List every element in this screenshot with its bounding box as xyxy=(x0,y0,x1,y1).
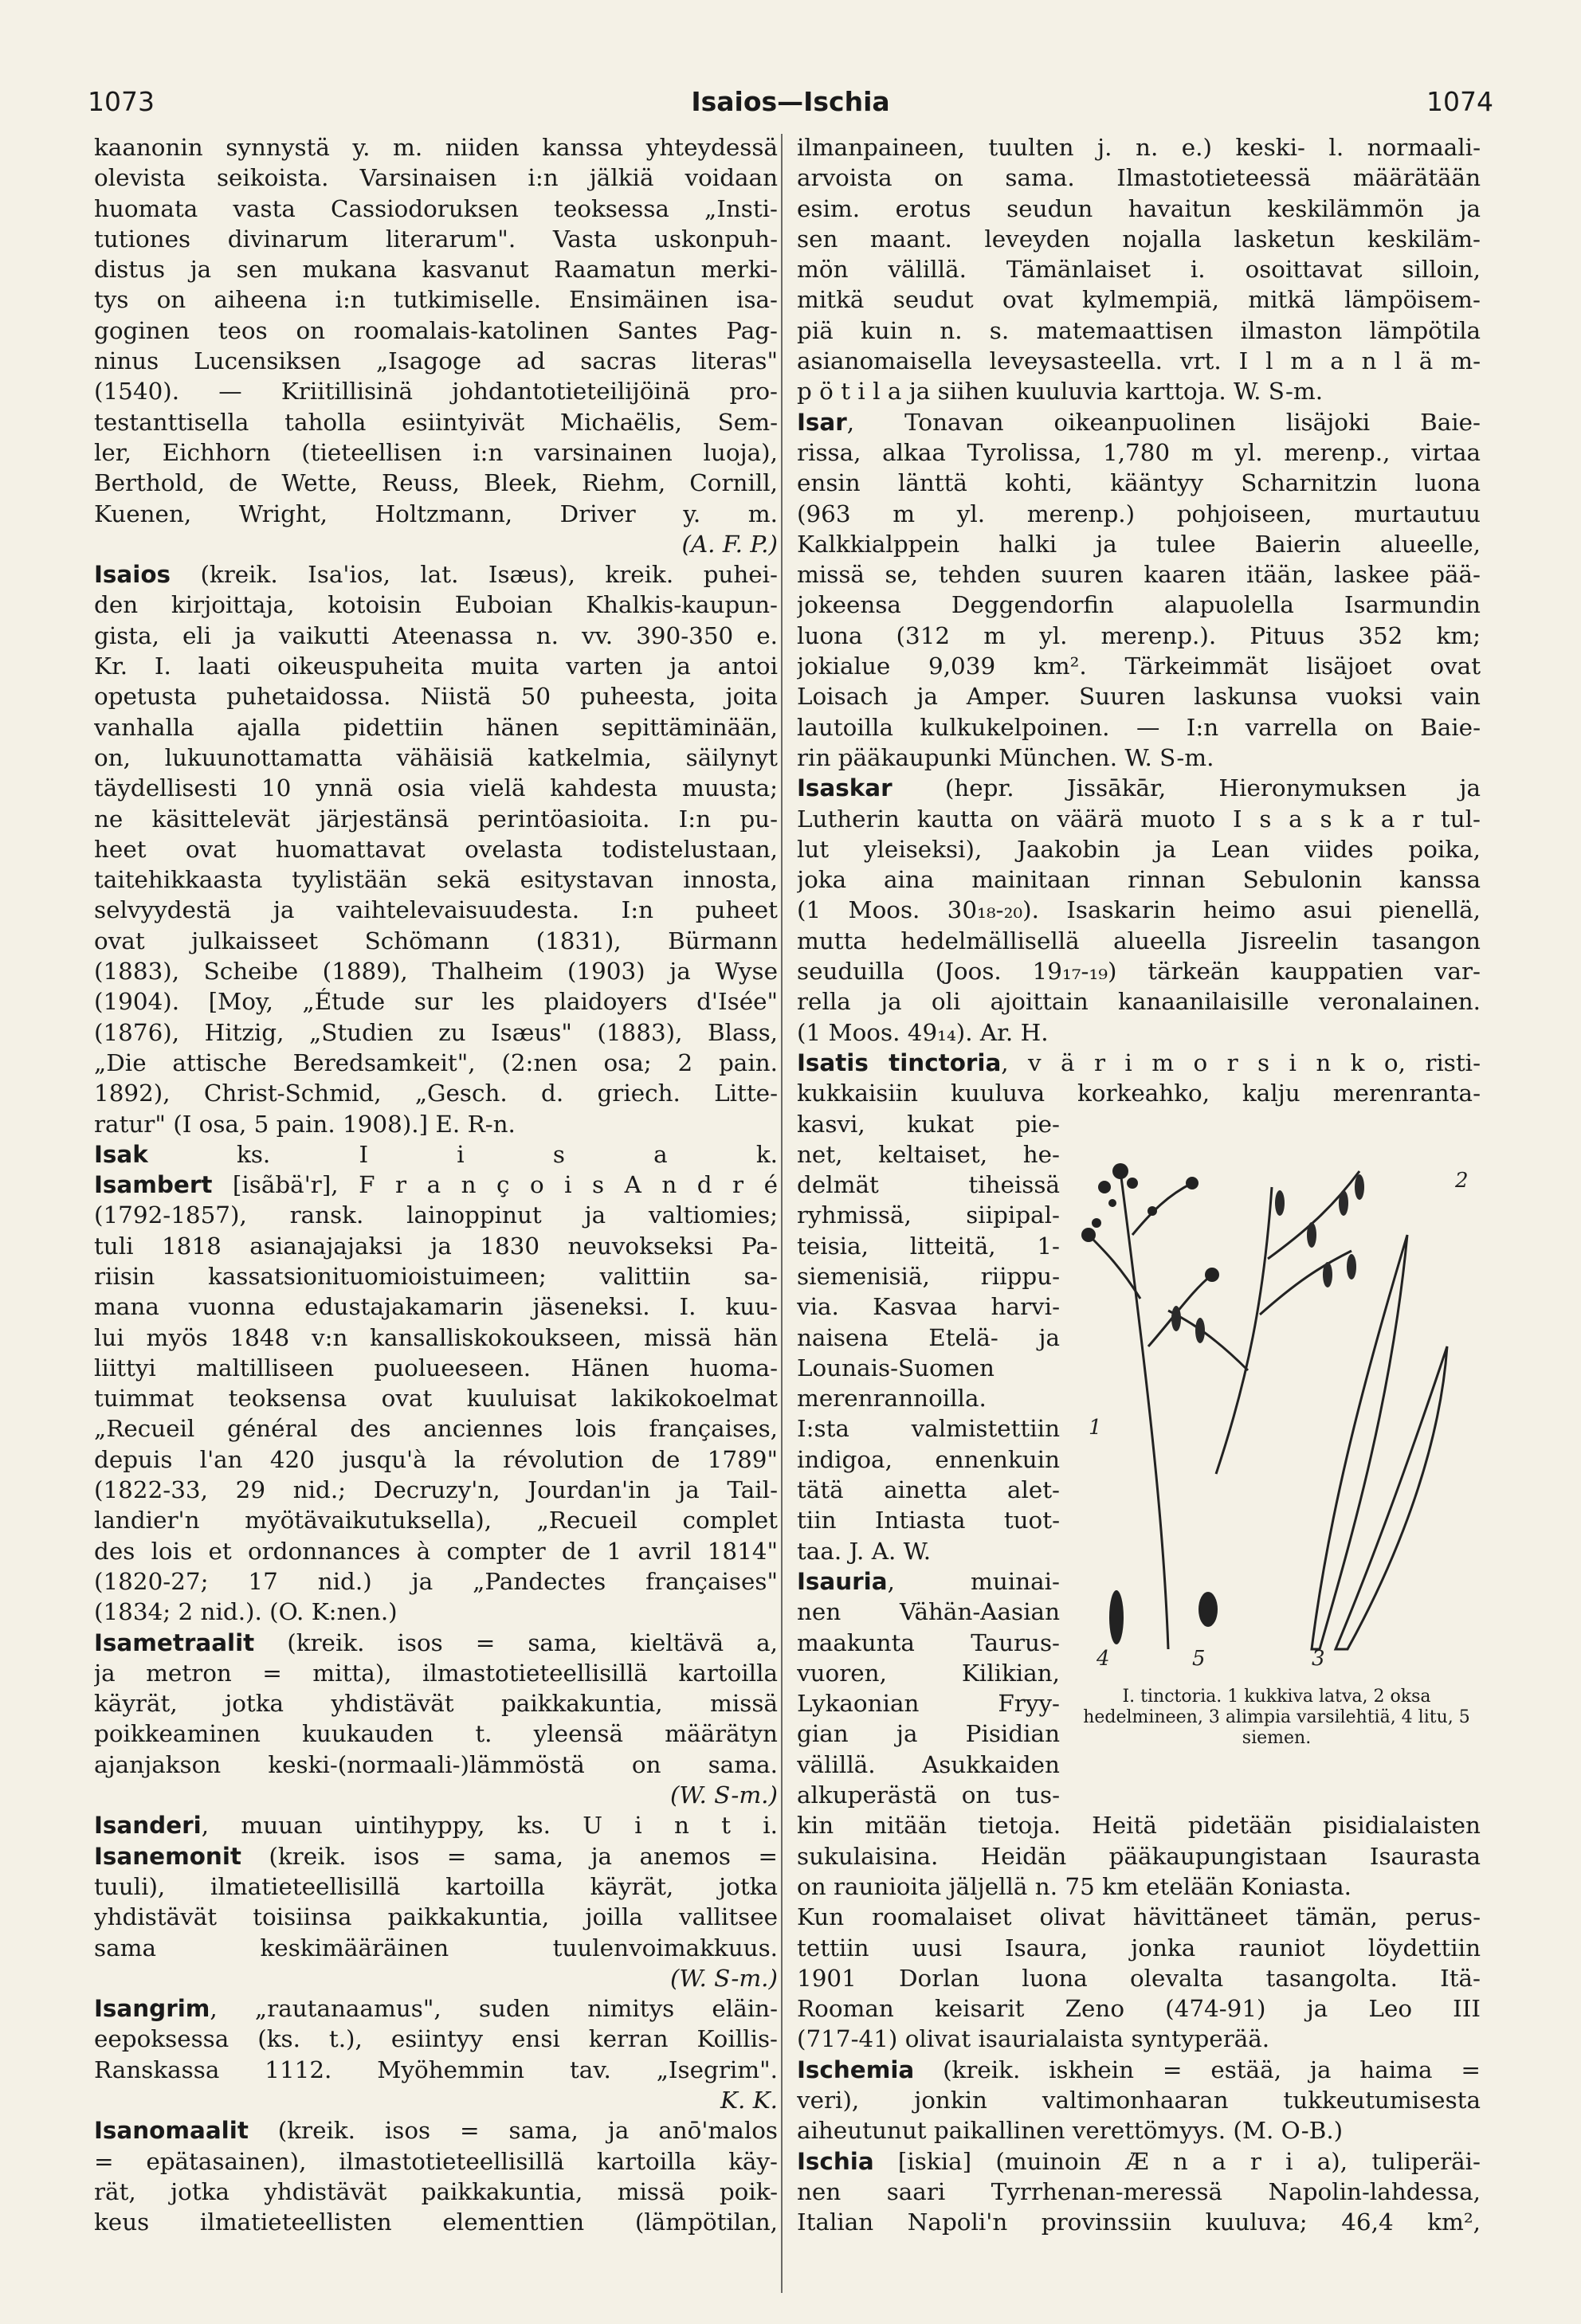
text-line: ne käsittelevät järjestänsä perintöasioita. I:n pu- xyxy=(94,805,778,833)
text-line: keus ilmatieteellisten elementtien (lämpötilan, xyxy=(94,2208,778,2236)
text-line: rissa, alkaa Tyrolissa, 1,780 m yl. merenp., virtaa xyxy=(797,438,1481,466)
text-line: mana vuonna edustajakamarin jäseneksi. I. kuu- xyxy=(94,1293,778,1321)
text-line: Isanomaalit (kreik. isos = sama, ja anō'malos xyxy=(94,2117,778,2145)
text-line: (1540). — Kriitillisinä johdantotieteilijöinä pro- xyxy=(94,378,778,406)
text-line: Isangrim, „rautanaamus", suden nimitys eläin- xyxy=(94,1995,778,2023)
text-line: käyrät, jotka yhdistävät paikkakuntia, missä xyxy=(94,1690,778,1718)
text-line: testanttisella taholla esiintyivät Michaëlis, Sem- xyxy=(94,408,778,436)
text-line: gian ja Pisidian xyxy=(797,1720,1060,1748)
text-line: Isaskar (hepr. Jissākār, Hieronymuksen ja xyxy=(797,774,1481,802)
text-line: Berthold, de Wette, Reuss, Bleek, Riehm, Cornill, xyxy=(94,469,778,497)
text-line: (1822-33, 29 nid.; Decruzy'n, Jourdan'in ja Tail- xyxy=(94,1476,778,1504)
text-line: ovat julkaisseet Schömann (1831), Bürmann xyxy=(94,927,778,954)
text-line: eepoksessa (ks. t.), esiintyy ensi kerran Koillis- xyxy=(94,2025,778,2053)
text-line: landier'n myötävaikutuksella), „Recueil complet xyxy=(94,1507,778,1534)
headword: Isaskar xyxy=(797,774,892,802)
figure-label-5: 5 xyxy=(1192,1647,1206,1671)
text-line: ensin länttä kohti, kääntyy Scharnitzin luona xyxy=(797,469,1481,497)
text-line: välillä. Asukkaiden xyxy=(797,1750,1060,1778)
text-line: rella ja oli ajoittain kanaanilaisille veronalainen. xyxy=(797,988,1481,1016)
text-line: kukkaisiin kuuluva korkeahko, kalju merenranta- xyxy=(797,1080,1481,1107)
text-line: teisia, litteitä, 1- xyxy=(797,1232,1060,1260)
headword: Isanemonit xyxy=(94,1842,241,1870)
text-line: lui myös 1848 v:n kansalliskokoukseen, missä hän xyxy=(94,1323,778,1351)
text-line: I:sta valmistettiin xyxy=(797,1415,1060,1443)
text-line: tuli 1818 asianajajaksi ja 1830 neuvokseksi Pa- xyxy=(94,1232,778,1260)
text-line: lautoilla kulkukelpoinen. — I:n varrella on Baie- xyxy=(797,713,1481,741)
text-line: Isanemonit (kreik. isos = sama, ja anemos = xyxy=(94,1842,778,1870)
text-line: Lykaonian Fryy- xyxy=(797,1690,1060,1718)
text-line: aiheutunut paikallinen verettömyys. (M. O-B.) xyxy=(797,2117,1344,2145)
headword: Isak xyxy=(94,1140,148,1168)
figure-label-3: 3 xyxy=(1312,1647,1325,1671)
text-line: (W. S-m.) xyxy=(669,1964,778,1992)
text-line: olevista seikoista. Varsinaisen i:n jälkiä voidaan xyxy=(94,164,778,192)
headword: Isanomaalit xyxy=(94,2117,249,2145)
text-line: Ranskassa 1112. Myöhemmin tav. „Isegrim". xyxy=(94,2056,778,2083)
text-line: Isauria, muinai- xyxy=(797,1567,1060,1595)
text-line: opetusta puhetaidossa. Niistä 50 puheesta, joita xyxy=(94,683,778,711)
text-line: delmät tiheissä xyxy=(797,1171,1060,1199)
text-line: Isar, Tonavan oikeanpuolinen lisäjoki Baie- xyxy=(797,408,1481,436)
text-line: sama keskimääräinen tuulenvoimakkuus. xyxy=(94,1934,778,1961)
text-line: mutta hedelmällisellä alueella Jisreelin tasangon xyxy=(797,927,1481,954)
figure-label-2: 2 xyxy=(1455,1169,1469,1193)
text-line: arvoista on sama. Ilmastotieteessä määrätään xyxy=(797,164,1481,192)
text-line: Loisach ja Amper. Suuren laskunsa vuoksi vain xyxy=(797,683,1481,711)
text-line: Isanderi, muuan uintihyppy, ks. U i n t i. xyxy=(94,1812,778,1840)
text-line: p ö t i l a ja siihen kuuluvia karttoja. W. S-m. xyxy=(797,378,1324,406)
text-line: goginen teos on roomalais-katolinen Santes Pag- xyxy=(94,316,778,344)
stem-1 xyxy=(1120,1171,1168,1649)
text-line: Kun roomalaiset olivat hävittäneet tämän, perus- xyxy=(797,1903,1481,1931)
text-line: ninus Lucensiksen „Isagoge ad sacras literas" xyxy=(94,347,778,375)
text-line: nen Vähän-Aasian xyxy=(797,1598,1060,1626)
text-line: „Recueil général des anciennes lois françaises, xyxy=(94,1415,778,1443)
text-line: indigoa, ennenkuin xyxy=(797,1445,1060,1473)
text-line: tys on aiheena i:n tutkimiselle. Ensimäinen isa- xyxy=(94,286,778,314)
text-line: Isak ks. I i s a k. xyxy=(94,1140,778,1168)
text-line: tätä ainetta alet- xyxy=(797,1476,1060,1504)
text-line: selvyydestä ja vaihtelevaisuudesta. I:n puheet xyxy=(94,896,778,924)
text-line: 1901 Dorlan luona olevalta tasangolta. Itä- xyxy=(797,1964,1481,1992)
text-line: kaanonin synnystä y. m. niiden kanssa yhteydessä xyxy=(94,134,778,161)
text-line: taitehikkaasta tyylistään sekä esitystavan innosta, xyxy=(94,866,778,894)
headword: Isatis tinctoria xyxy=(797,1048,1002,1076)
column-divider xyxy=(781,134,783,2293)
text-line: rin pääkaupunki München. W. S-m. xyxy=(797,743,1214,771)
headword: Isar xyxy=(797,408,847,436)
figure-caption: I. tinctoria. 1 kukkiva latva, 2 oksa hedelmineen, 3 alimpia varsilehtiä, 4 litu, 5 siemen. xyxy=(1083,1687,1470,1748)
text-line: mön välillä. Tämänlaiset i. osoittavat silloin, xyxy=(797,256,1481,284)
text-line: Rooman keisarit Zeno (474-91) ja Leo III xyxy=(797,1995,1481,2023)
text-line: on raunioita jäljellä n. 75 km etelään Koniasta. xyxy=(797,1872,1352,1900)
text-line: luona (312 m yl. merenp.). Pituus 352 km; xyxy=(797,621,1481,649)
text-line: vuoren, Kilikian, xyxy=(797,1659,1060,1687)
text-line: rät, jotka yhdistävät paikkakuntia, missä poik- xyxy=(94,2177,778,2205)
text-line: ilmanpaineen, tuulten j. n. e.) keski- l. normaali- xyxy=(797,134,1481,161)
headword: Isanderi xyxy=(94,1812,202,1840)
text-line: tiin Intiasta tuot- xyxy=(797,1507,1060,1534)
text-line: distus ja sen mukana kasvanut Raamatun merki- xyxy=(94,256,778,284)
text-line: tutiones divinarum literarum". Vasta uskonpuh- xyxy=(94,225,778,253)
text-line: lut yleiseksi), Jaakobin ja Lean viides poika, xyxy=(797,835,1481,863)
text-line: on, lukuunottamatta vähäisiä katkelmia, säilynyt xyxy=(94,743,778,771)
text-line: (1820-27; 17 nid.) ja „Pandectes françaises" xyxy=(94,1567,778,1595)
text-line: veri), jonkin valtimonhaaran tukkeutumisesta xyxy=(797,2087,1481,2114)
text-line: tuimmat teoksensa ovat kuuluisat lakikokoelmat xyxy=(94,1385,778,1413)
text-line: ratur" (I osa, 5 pain. 1908).] E. R-n. xyxy=(94,1110,516,1138)
headword: Isauria xyxy=(797,1567,888,1595)
figure-label-4: 4 xyxy=(1096,1647,1110,1671)
wrapped-text-block xyxy=(797,1109,1060,1811)
headword: Ischemia xyxy=(797,2056,915,2083)
text-line: = epätasainen), ilmastotieteellisillä kartoilla käy- xyxy=(94,2147,778,2175)
text-line: sukulaisina. Heidän pääkaupungistaan Isaurasta xyxy=(797,1842,1481,1870)
left-column xyxy=(94,132,778,2299)
text-line: Isatis tinctoria, v ä r i m o r s i n k o, risti- xyxy=(797,1048,1481,1076)
text-line: piä kuin n. s. matemaattisen ilmaston lämpötila xyxy=(797,316,1481,344)
text-line: maakunta Taurus- xyxy=(797,1628,1060,1656)
text-line: alkuperästä on tus- xyxy=(797,1781,1060,1809)
text-line: (W. S-m.) xyxy=(669,1781,778,1809)
text-line: tuuli), ilmatieteellisillä kartoilla käyrät, jotka xyxy=(94,1872,778,1900)
text-line: missä se, tehden suuren kaaren itään, laskee pää- xyxy=(797,561,1481,589)
text-line: heet ovat huomattavat ovelasta todistelustaan, xyxy=(94,835,778,863)
text-line: (A. F. P.) xyxy=(681,530,778,558)
text-line: (1 Moos. 30₁₈-₂₀). Isaskarin heimo asui pienellä, xyxy=(797,896,1481,924)
page-number-right: 1074 xyxy=(1426,86,1493,117)
headword: Ischia xyxy=(797,2147,874,2175)
plant-illustration xyxy=(1073,1139,1481,1681)
page-header xyxy=(88,86,1493,121)
leaf-2 xyxy=(1336,1346,1447,1649)
text-line: (1904). [Moy, „Étude sur les plaidoyers d'Isée" xyxy=(94,988,778,1016)
text-line: nen saari Tyrrhenan-meressä Napolin-lahdessa, xyxy=(797,2177,1481,2205)
text-line: via. Kasvaa harvi- xyxy=(797,1293,1060,1321)
text-line: Kr. I. laati oikeuspuheita muita varten ja antoi xyxy=(94,653,778,680)
text-line: täydellisesti 10 ynnä osia vielä kahdesta muusta; xyxy=(94,774,778,802)
text-line: K. K. xyxy=(720,2087,778,2114)
page-number-left: 1073 xyxy=(88,86,155,117)
text-line: merenrannoilla. xyxy=(797,1385,987,1413)
text-line: (1883), Scheibe (1889), Thalheim (1903) ja Wyse xyxy=(94,958,778,986)
text-line: naisena Etelä- ja xyxy=(797,1323,1060,1351)
figure-label-1: 1 xyxy=(1089,1416,1102,1440)
text-line: depuis l'an 420 jusqu'à la révolution de 1789" xyxy=(94,1445,778,1473)
text-line: yhdistävät toisiinsa paikkakuntia, joilla vallitsee xyxy=(94,1903,778,1931)
text-line: (1834; 2 nid.). (O. K:nen.) xyxy=(94,1598,398,1626)
text-line: Kalkkialppein halki ja tulee Baierin alueelle, xyxy=(797,530,1481,558)
text-line: (963 m yl. merenp.) pohjoiseen, murtautuu xyxy=(797,500,1481,527)
text-line: jokeensa Deggendorfin alapuolella Isarmundin xyxy=(797,591,1481,619)
text-line: taa. J. A. W. xyxy=(797,1537,932,1565)
text-line: Isambert [isãbä'r], F r a n ç o i s A n d r é xyxy=(94,1171,778,1199)
text-line: des lois et ordonnances à compter de 1 avril 1814" xyxy=(94,1537,778,1565)
text-line: gista, eli ja vaikutti Ateenassa n. vv. 390-350 e. xyxy=(94,621,778,649)
text-line: den kirjoittaja, kotoisin Euboian Khalkis-kaupun- xyxy=(94,591,778,619)
text-line: kin mitään tietoja. Heitä pidetään pisidialaisten xyxy=(797,1812,1481,1840)
text-line: (1 Moos. 49₁₄). Ar. H. xyxy=(797,1018,1049,1046)
text-line: joka aina mainitaan rinnan Sebulonin kanssa xyxy=(797,866,1481,894)
text-line: siemenisiä, riippu- xyxy=(797,1262,1060,1290)
text-line: sen maant. leveyden nojalla lasketun keskiläm- xyxy=(797,225,1481,253)
text-line: Kuenen, Wright, Holtzmann, Driver y. m. xyxy=(94,500,778,527)
text-line: Ischemia (kreik. iskhein = estää, ja haima = xyxy=(797,2056,1481,2083)
text-line: huomata vasta Cassiodoruksen teoksessa „Insti- xyxy=(94,194,778,222)
text-line: Italian Napoli'n provinssiin kuuluva; 46,4 km², xyxy=(797,2208,1481,2236)
text-line: (1876), Hitzig, „Studien zu Isæus" (1883), Blass, xyxy=(94,1018,778,1046)
isatis-tinctoria-drawing xyxy=(1073,1139,1481,1681)
text-line: ja metron = mitta), ilmastotieteellisillä kartoilla xyxy=(94,1659,778,1687)
text-line: Lutherin kautta on väärä muoto I s a s k a r tul- xyxy=(797,805,1481,833)
text-line: poikkeaminen kuukauden t. yleensä määrätyn xyxy=(94,1720,778,1748)
headword: Isaios xyxy=(94,561,171,589)
running-title: Isaios—Ischia xyxy=(691,86,890,117)
text-line: Lounais-Suomen xyxy=(797,1354,994,1381)
headword: Isambert xyxy=(94,1171,213,1199)
text-line: liittyi maltilliseen puolueeseen. Hänen huoma- xyxy=(94,1354,778,1381)
text-line: mitkä seudut ovat kylmempiä, mitkä lämpöisem- xyxy=(797,286,1481,314)
text-line: (717-41) olivat isaurialaista syntyperää. xyxy=(797,2025,1270,2053)
text-line: asianomaisella leveysasteella. vrt. I l m a n l ä m- xyxy=(797,347,1481,375)
text-line: Isaios (kreik. Isa'ios, lat. Isæus), kreik. puhei- xyxy=(94,561,778,589)
pod-detail xyxy=(1109,1590,1124,1644)
text-line: ler, Eichhorn (tieteellisen i:n varsinainen luoja), xyxy=(94,438,778,466)
text-line: ryhmissä, siipipal- xyxy=(797,1201,1060,1229)
headword: Isangrim xyxy=(94,1995,210,2023)
text-line: vanhalla ajalla pidettiin hänen sepittäminään, xyxy=(94,713,778,741)
text-line: tettiin uusi Isaura, jonka rauniot löydettiin xyxy=(797,1934,1481,1961)
text-line: ajanjakson keski-(normaali-)lämmöstä on sama. xyxy=(94,1750,778,1778)
seed-detail xyxy=(1198,1592,1218,1627)
stem-2 xyxy=(1216,1187,1272,1474)
text-line: kasvi, kukat pie- xyxy=(797,1110,1060,1138)
text-line: Ischia [iskia] (muinoin Æ n a r i a), tuliperäi- xyxy=(797,2147,1481,2175)
text-line: Isametraalit (kreik. isos = sama, kieltävä a, xyxy=(94,1628,778,1656)
text-line: esim. erotus seudun havaitun keskilämmön ja xyxy=(797,194,1481,222)
text-line: jokialue 9,039 km². Tärkeimmät lisäjoet ovat xyxy=(797,653,1481,680)
text-line: „Die attische Beredsamkeit", (2:nen osa; 2 pain. xyxy=(94,1048,778,1076)
text-line: seuduilla (Joos. 19₁₇-₁₉) tärkeän kauppatien var- xyxy=(797,958,1481,986)
text-line: net, keltaiset, he- xyxy=(797,1140,1060,1168)
text-line: 1892), Christ-Schmid, „Gesch. d. griech. Litte- xyxy=(94,1080,778,1107)
text-line: (1792-1857), ransk. lainoppinut ja valtiomies; xyxy=(94,1201,778,1229)
text-line: riisin kassatsionituomioistuimeen; valittiin sa- xyxy=(94,1262,778,1290)
headword: Isametraalit xyxy=(94,1628,255,1656)
